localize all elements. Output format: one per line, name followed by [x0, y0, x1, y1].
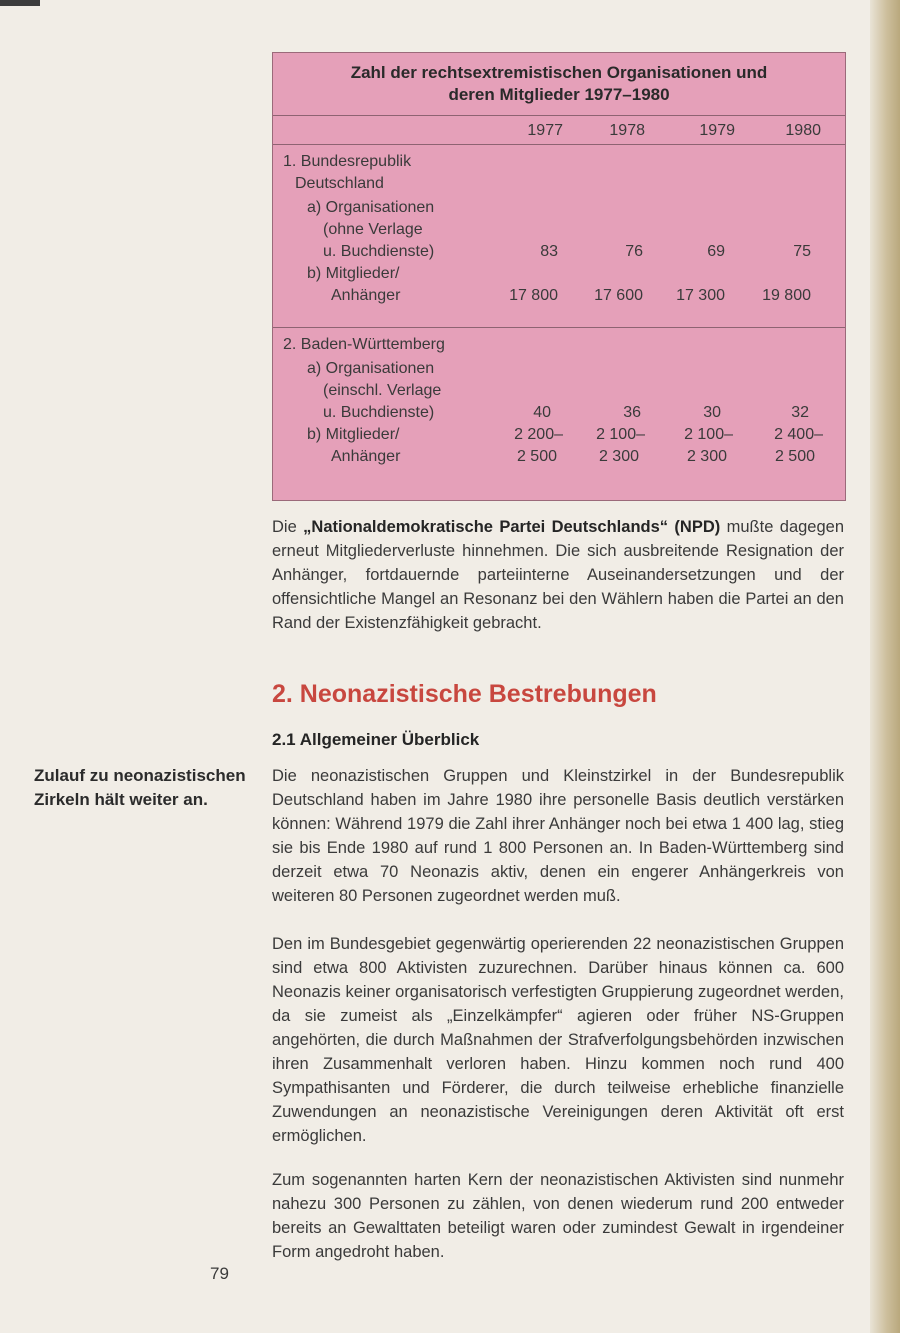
- row-label-organisationen-2: (einschl. Verlage: [323, 382, 442, 399]
- table-cell: 2 400–: [774, 426, 823, 443]
- npd-text: mußte dagegen erneut Mitgliederverluste hinnehmen. Die sich ausbreitende Resignation der Anhänger, fortdauernde parteiinterne Auseinandersetzungen und der offensichtliche Mangel an Resonanz bei den Wählern haben die Partei an den Rand der Existenzfähigkeit gebracht.: [272, 518, 845, 632]
- row-label-organisationen: a) Organisationen: [307, 360, 435, 377]
- membership-table: [272, 52, 846, 501]
- section-title: 2. Baden-Württemberg: [283, 336, 445, 353]
- corner-mark: [0, 0, 40, 6]
- npd-lead: Die: [272, 518, 304, 536]
- table-cell: 75: [793, 243, 811, 260]
- table-cell: 2 300: [598, 448, 639, 465]
- table-cell: 17 600: [594, 287, 643, 304]
- table-cell: 2 100–: [684, 426, 733, 443]
- npd-party-name: „Nationaldemokratische Partei Deutschlands“ (NPD): [303, 518, 721, 536]
- section-heading: 2. Neonazistische Bestrebungen: [272, 680, 657, 708]
- year-header-1977: 1977: [527, 122, 563, 139]
- table-cell: 2 100–: [596, 426, 645, 443]
- table-section-bw: [273, 328, 845, 498]
- row-label-mitglieder-2: Anhänger: [331, 287, 401, 304]
- table-section-brd: [273, 145, 845, 328]
- table-cell: 19 800: [762, 287, 811, 304]
- table-title-line-2: deren Mitglieder 1977–1980: [448, 85, 670, 104]
- table-cell: 36: [623, 404, 641, 421]
- table-cell: 17 800: [509, 287, 558, 304]
- table-cell: 83: [540, 243, 558, 260]
- table-cell: 2 500: [774, 448, 815, 465]
- table-cell: 76: [625, 243, 643, 260]
- year-header-1979: 1979: [699, 122, 735, 139]
- table-cell: 2 300: [686, 448, 727, 465]
- section-title-line-1: 1. Bundesrepublik: [283, 153, 412, 170]
- row-label-mitglieder-2: Anhänger: [331, 448, 401, 465]
- table-cell: 30: [703, 404, 721, 421]
- table-title: [273, 53, 845, 116]
- row-label-organisationen-2: (ohne Verlage: [323, 221, 423, 238]
- table-cell: 2 200–: [514, 426, 563, 443]
- page-number: 79: [210, 1264, 229, 1283]
- body-paragraph-1: Die neonazistischen Gruppen und Kleinstzirkel in der Bundesrepublik Deutschland haben im Jahre 1980 ihre personelle Basis deutlich verstärken können: Während 1979 die Zahl ihrer Anhänger noch bei etwa 1 400 lag, stieg sie bis Ende 1980 auf rund 1 800 Personen an. In Baden-Württemberg sind derzeit etwa 70 Neonazis aktiv, denen ein engerer Anhängerkreis von weiteren 80 Personen zugeordnet werden muß.: [272, 767, 844, 905]
- table-cell: 40: [533, 404, 551, 421]
- page-binding-shadow: [870, 0, 900, 1333]
- subsection-heading: 2.1 Allgemeiner Überblick: [272, 730, 480, 749]
- table-cell: 17 300: [676, 287, 725, 304]
- table-cell: 69: [707, 243, 725, 260]
- row-label-organisationen-3: u. Buchdienste): [323, 404, 435, 421]
- margin-note: Zulauf zu neonazistischen Zirkeln hält weiter an.: [34, 766, 246, 809]
- table-title-line-1: Zahl der rechtsextremistischen Organisationen und: [350, 63, 768, 82]
- table-cell: 2 500: [516, 448, 557, 465]
- row-label-mitglieder: b) Mitglieder/: [307, 265, 400, 282]
- row-label-mitglieder: b) Mitglieder/: [307, 426, 400, 443]
- section-title-line-2: Deutschland: [295, 175, 384, 192]
- body-paragraph-2: Den im Bundesgebiet gegenwärtig operierenden 22 neonazistischen Gruppen sind etwa 800 Aktivisten zuzurechnen. Darüber hinaus können ca. 600 Neonazis keiner organisatorisch verfestigten Gruppierung zugeordnet werden, da sie zumeist als „Einzelkämpfer“ agieren oder früher NS-Gruppen angehörten, die durch Maßnahmen der Strafverfolgungsbehörden inzwischen ihren Zusammenhalt verloren haben. Hinzu kommen noch rund 400 Sympathisanten und Förderer, die durch teilweise erhebliche finanzielle Zuwendungen an neonazistische Vereinigungen deren Aktivität oft erst ermöglichen.: [272, 935, 844, 1145]
- npd-paragraph: [272, 515, 844, 635]
- row-label-organisationen-3: u. Buchdienste): [323, 243, 435, 260]
- year-header-1980: 1980: [785, 122, 821, 139]
- table-cell: 32: [791, 404, 809, 421]
- row-label-organisationen: a) Organisationen: [307, 199, 435, 216]
- year-header-1978: 1978: [609, 122, 645, 139]
- table-year-header: [273, 116, 845, 145]
- body-paragraph-3: Zum sogenannten harten Kern der neonazistischen Aktivisten sind nunmehr nahezu 300 Personen zu zählen, von denen wiederum rund 200 entweder bereits an Gewalttaten beteiligt waren oder zumindest Gewalt in irgendeiner Form angedroht haben.: [272, 1171, 844, 1261]
